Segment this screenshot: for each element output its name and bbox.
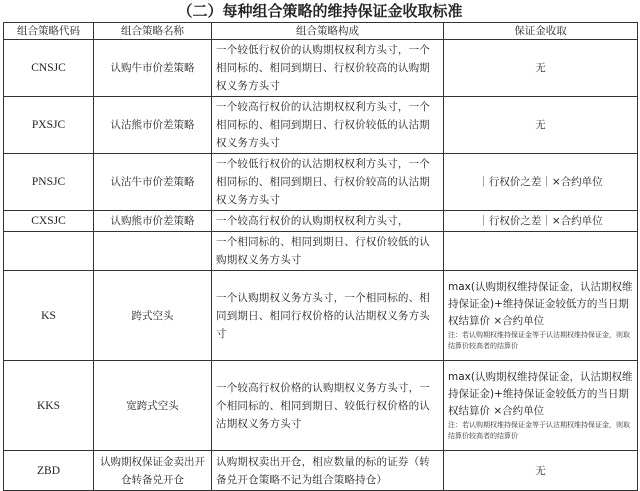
header-margin: 保证金收取: [444, 23, 638, 40]
margin-rule: [444, 232, 638, 271]
margin-rule: ｜行权价之差｜×合约单位: [444, 154, 638, 211]
margin-note: 注：若认购期权维持保证金等于认沽期权维持保证金，则取结算价较高者的结算价: [448, 421, 630, 440]
strategy-name: 认沽牛市价差策略: [94, 154, 212, 211]
strategy-name: [94, 232, 212, 271]
margin-rule-cell: [444, 271, 638, 361]
strategy-code: CNSJC: [4, 40, 94, 97]
table-header-row: [4, 23, 638, 40]
margin-note: 注：若认购期权维持保证金等于认沽期权维持保证金，则取结算价较高者的结算价: [448, 331, 630, 350]
table-row: [4, 154, 638, 211]
strategy-name: 认购熊市价差策略: [94, 211, 212, 232]
strategy-code: [4, 232, 94, 271]
strategy-code: ZBD: [4, 451, 94, 491]
table-row: [4, 361, 638, 451]
margin-rule: 无: [444, 40, 638, 97]
header-name: 组合策略名称: [94, 23, 212, 40]
strategy-name: 认购期权保证金卖出开仓转备兑开仓: [94, 451, 212, 491]
header-code: 组合策略代码: [4, 23, 94, 40]
strategy-composition: 一个较高行权价格的认购期权义务方头寸，一个相同标的、相同到期日、较低行权价格的认沽期权义务方头寸: [212, 361, 444, 451]
table-row: [4, 271, 638, 361]
margin-rule: ｜行权价之差｜×合约单位: [444, 211, 638, 232]
header-composition: 组合策略构成: [212, 23, 444, 40]
margin-table: [3, 22, 638, 491]
margin-rule-cell: [444, 361, 638, 451]
strategy-composition: 一个较低行权价的认沽期权权利方头寸，一个相同标的、相同到期日、行权价较高的认沽期权义务方头寸: [212, 154, 444, 211]
strategy-code: PXSJC: [4, 97, 94, 154]
strategy-composition: 一个较高行权价的认购期权权利方头寸，: [212, 211, 444, 232]
table-row: [4, 211, 638, 232]
strategy-code: KKS: [4, 361, 94, 451]
strategy-name: 认购牛市价差策略: [94, 40, 212, 97]
margin-formula: max(认购期权维持保证金，认沽期权维持保证金)+维持保证金较低方的当日期权结算价 ×合约单位: [448, 371, 633, 417]
table-row: [4, 451, 638, 491]
table-row: [4, 40, 638, 97]
strategy-code: PNSJC: [4, 154, 94, 211]
strategy-name: 宽跨式空头: [94, 361, 212, 451]
margin-formula: max(认购期权维持保证金，认沽期权维持保证金)+维持保证金较低方的当日期权结算价 ×合约单位: [448, 281, 633, 327]
margin-rule: 无: [444, 451, 638, 491]
strategy-composition: 认购期权卖出开仓，相应数量的标的证券（转备兑开仓策略不记为组合策略持仓）: [212, 451, 444, 491]
strategy-composition: 一个较低行权价的认购期权权利方头寸，一个相同标的、相同到期日、行权价较高的认购期权义务方头寸: [212, 40, 444, 97]
table-row: [4, 97, 638, 154]
strategy-composition: 一个认购期权义务方头寸，一个相同标的、相同到期日、相同行权价格的认沽期权义务方头寸: [212, 271, 444, 361]
page-title: （二）每种组合策略的维持保证金收取标准: [177, 2, 463, 20]
strategy-code: CXSJC: [4, 211, 94, 232]
strategy-composition: 一个较高行权价的认沽期权权利方头寸，一个相同标的、相同到期日、行权价较低的认沽期权义务方头寸: [212, 97, 444, 154]
margin-rule: 无: [444, 97, 638, 154]
table-row: [4, 232, 638, 271]
strategy-name: 跨式空头: [94, 271, 212, 361]
strategy-code: KS: [4, 271, 94, 361]
strategy-name: 认沽熊市价差策略: [94, 97, 212, 154]
strategy-composition: 一个相同标的、相同到期日、行权价较低的认购期权义务方头寸: [212, 232, 444, 271]
